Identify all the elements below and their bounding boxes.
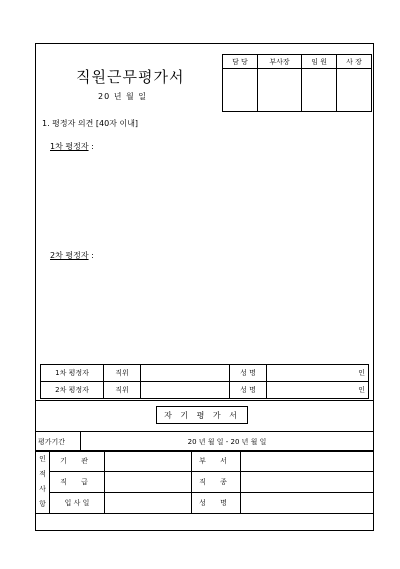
approval-header-vp: 부사장: [257, 55, 301, 69]
approval-sign-vp[interactable]: [257, 69, 301, 112]
position-field[interactable]: [141, 382, 230, 399]
org-field[interactable]: [105, 451, 192, 472]
dept-label: 부 서: [192, 451, 241, 472]
evaluation-form: [35, 43, 374, 531]
table-row: [36, 472, 374, 493]
job-type-field[interactable]: [241, 472, 374, 493]
approval-table: [222, 54, 372, 112]
form-title: 직원근무평가서: [76, 68, 185, 86]
name-field[interactable]: [241, 493, 374, 514]
approval-sign-director[interactable]: [302, 69, 337, 112]
join-date-label: 입 사 일: [50, 493, 105, 514]
colon: :: [91, 251, 94, 260]
approval-header-manager: 담 당: [223, 55, 258, 69]
rank-field[interactable]: [105, 472, 192, 493]
evaluator1-label: 1차 평정자: [50, 142, 89, 151]
name-label: 성 명: [230, 365, 267, 382]
section-heading: 1. 평정자 의견 [40자 이내]: [42, 119, 139, 128]
evaluator-label: 2차 평정자: [41, 382, 104, 399]
join-date-field[interactable]: [105, 493, 192, 514]
name-label: 성 명: [230, 382, 267, 399]
approval-header-president: 사 장: [337, 55, 372, 69]
name-label: 성 명: [192, 493, 241, 514]
table-row: [36, 451, 374, 472]
period-table: [35, 431, 374, 452]
section-divider: [36, 400, 373, 401]
period-value[interactable]: 20 년 월 일 - 20 년 월 일: [81, 432, 374, 452]
date-line: 20 년 월 일: [98, 92, 147, 101]
approval-sign-president[interactable]: [337, 69, 372, 112]
personal-info-table: [35, 450, 374, 514]
table-row: [41, 365, 369, 382]
job-type-label: 직 종: [192, 472, 241, 493]
org-label: 기 관: [50, 451, 105, 472]
evaluator2-label: 2차 평정자: [50, 251, 89, 260]
approval-header-director: 임 원: [302, 55, 337, 69]
evaluator2-comment[interactable]: [50, 250, 94, 261]
evaluator1-comment[interactable]: [50, 141, 94, 152]
dept-field[interactable]: [241, 451, 374, 472]
evaluator-label: 1차 평정자: [41, 365, 104, 382]
rank-label: 직 급: [50, 472, 105, 493]
colon: :: [91, 142, 94, 151]
seal-field[interactable]: 인: [267, 365, 369, 382]
position-label: 직위: [104, 365, 141, 382]
position-label: 직위: [104, 382, 141, 399]
self-evaluation-title: 자 기 평 가 서: [156, 406, 248, 424]
table-row: [36, 493, 374, 514]
period-label: 평가기간: [36, 432, 81, 452]
position-field[interactable]: [141, 365, 230, 382]
table-row: [41, 382, 369, 399]
approval-sign-manager[interactable]: [223, 69, 258, 112]
seal-field[interactable]: 인: [267, 382, 369, 399]
evaluator-table: [40, 364, 369, 399]
personal-info-side-label: 인적사항: [36, 451, 50, 514]
